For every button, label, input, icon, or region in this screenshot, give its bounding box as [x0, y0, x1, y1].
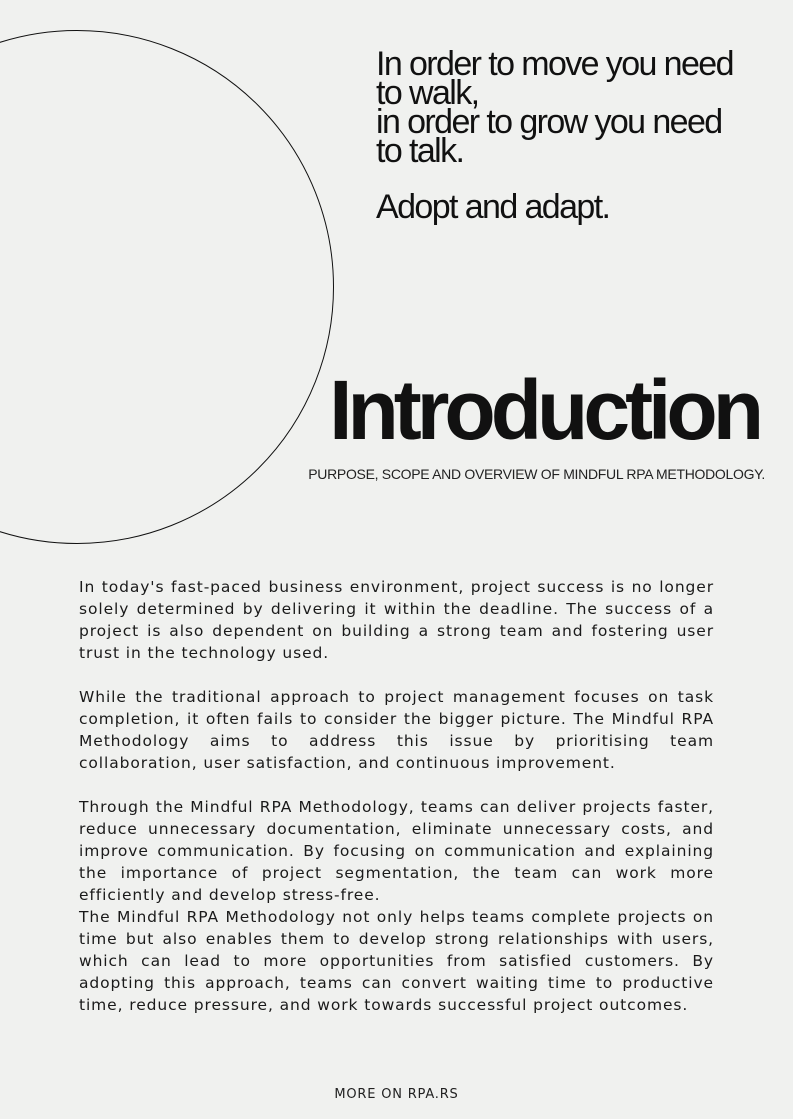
- body-paragraph: While the traditional approach to project management focuses on task completion, it often fails to consider the bigger picture. The Mindful RPA Methodology aims to address this issue by prioritising team collaboration, user satisfaction, and continuous improvement.: [79, 688, 714, 772]
- section-subtitle: PURPOSE, SCOPE AND OVERVIEW OF MINDFUL RPA METHODOLOGY.: [308, 466, 765, 482]
- quote-line: In order to move you need: [376, 45, 733, 83]
- section-title: Introduction: [329, 363, 759, 457]
- body-text: [79, 576, 714, 1016]
- pull-quote: [376, 45, 776, 226]
- body-paragraph: In today's fast-paced business environment, project success is no longer solely determined by delivering it within the deadline. The success of a project is also dependent on building a strong team and fostering user trust in the technology used.: [79, 578, 714, 662]
- footer-link-text: MORE ON RPA.RS: [334, 1087, 459, 1102]
- body-paragraph: Through the Mindful RPA Methodology, teams can deliver projects faster, reduce unnecessary documentation, eliminate unnecessary costs, and improve communication. By focusing on communication and explaining the importance of project segmentation, the team can work more efficiently and develop stress-free.: [79, 798, 714, 904]
- quote-text: [376, 45, 776, 170]
- body-paragraph: The Mindful RPA Methodology not only helps teams complete projects on time but also enables them to develop strong relationships with users, which can lead to more opportunities from satisfied customers. By adopting this approach, teams can convert waiting time to productive time, reduce pressure, and work towards successful project outcomes.: [79, 908, 714, 1014]
- quote-line: in order to grow you need: [376, 103, 722, 141]
- quote-line: to talk.: [376, 132, 464, 170]
- decorative-circle: [0, 30, 334, 544]
- quote-line: to walk,: [376, 74, 479, 112]
- quote-tagline: Adopt and adapt.: [376, 188, 610, 226]
